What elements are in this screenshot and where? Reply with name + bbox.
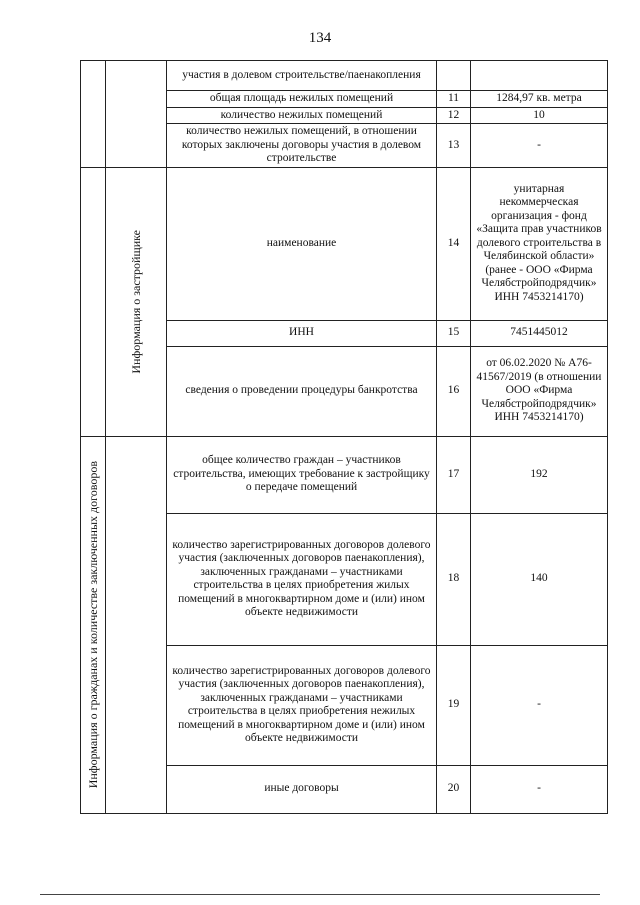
- row-label: общая площадь нежилых помещений: [167, 91, 437, 108]
- row-number: 15: [437, 320, 471, 346]
- row-label: участия в долевом строительстве/паенакопления: [167, 61, 437, 91]
- row-number: 11: [437, 91, 471, 108]
- section-developer-label: Информация о застройщике: [129, 229, 143, 374]
- row-value: 7451445012: [471, 320, 608, 346]
- table-row: [81, 167, 608, 320]
- row-value: 10: [471, 107, 608, 124]
- row-label: сведения о проведении процедуры банкротства: [167, 346, 437, 436]
- blank-cell: [106, 61, 167, 168]
- row-number: 16: [437, 346, 471, 436]
- page-bottom-rule: [40, 894, 600, 895]
- page-number: 134: [308, 30, 332, 46]
- row-label: количество нежилых помещений: [167, 107, 437, 124]
- section-developer: [106, 167, 167, 436]
- table-row: [81, 61, 608, 91]
- row-label: наименование: [167, 167, 437, 320]
- row-label: количество нежилых помещений, в отношении которых заключены договоры участия в долевом строительстве: [167, 124, 437, 168]
- row-number: 13: [437, 124, 471, 168]
- row-value: 140: [471, 513, 608, 645]
- row-number: [437, 61, 471, 91]
- row-value: -: [471, 124, 608, 168]
- section-citizens: [81, 436, 106, 813]
- row-number: 17: [437, 436, 471, 513]
- row-number: 18: [437, 513, 471, 645]
- row-number: 12: [437, 107, 471, 124]
- row-number: 19: [437, 645, 471, 765]
- row-label: иные договоры: [167, 765, 437, 813]
- section-citizens-label: Информация о гражданах и количестве заключенных договоров: [86, 460, 100, 789]
- row-value: унитарная некоммерческая организация - фонд «Защита прав участников долевого строительства в Челябинской области» (ранее - ООО «Фирма Челябстройподрядчик» ИНН 7453214170): [471, 167, 608, 320]
- row-label: количество зарегистрированных договоров долевого участия (заключенных договоров паенакопления), заключенных гражданами – участниками строительства в целях приобретения жилых помещений в многоквартирном доме и (или) ином объекте недвижимости: [167, 513, 437, 645]
- data-table: [80, 60, 608, 814]
- blank-cell: [81, 61, 106, 168]
- row-value: -: [471, 645, 608, 765]
- row-value: от 06.02.2020 № А76-41567/2019 (в отношении ООО «Фирма Челябстройподрядчик» ИНН 7453214170): [471, 346, 608, 436]
- row-label: ИНН: [167, 320, 437, 346]
- row-number: 20: [437, 765, 471, 813]
- row-value: 192: [471, 436, 608, 513]
- row-number: 14: [437, 167, 471, 320]
- blank-cell: [81, 167, 106, 436]
- row-value: -: [471, 765, 608, 813]
- row-label: количество зарегистрированных договоров долевого участия (заключенных договоров паенакопления), заключенных гражданами – участниками строительства в целях приобретения нежилых помещений в многоквартирном доме и (или) ином объекте недвижимости: [167, 645, 437, 765]
- row-value: [471, 61, 608, 91]
- table-row: [81, 436, 608, 513]
- blank-cell: [106, 436, 167, 813]
- row-value: 1284,97 кв. метра: [471, 91, 608, 108]
- row-label: общее количество граждан – участников строительства, имеющих требование к застройщику о передаче помещений: [167, 436, 437, 513]
